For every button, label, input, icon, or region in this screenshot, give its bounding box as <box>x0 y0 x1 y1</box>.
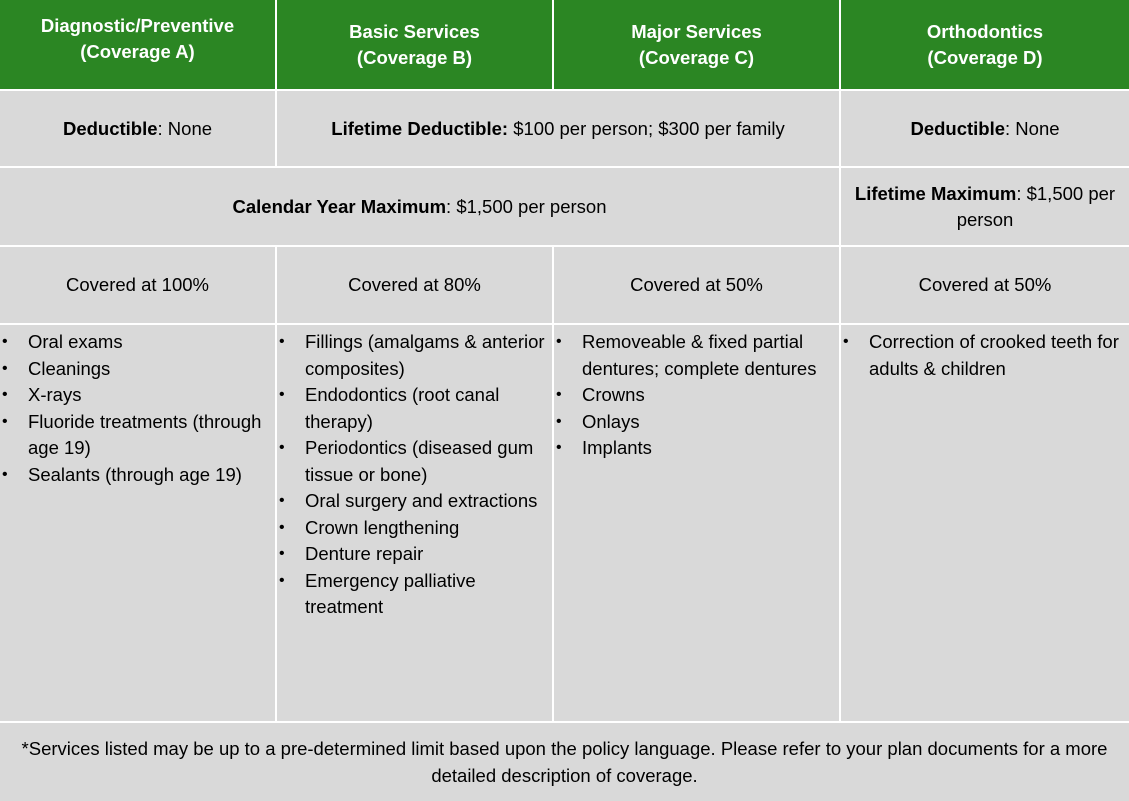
coverage-text: Covered at 100% <box>66 274 209 295</box>
list-item: • Fillings (amalgams & anterior composites) <box>277 329 552 382</box>
coverage-percent-d <box>841 247 1129 325</box>
header-coverage-c <box>554 0 841 91</box>
services-list <box>554 329 839 462</box>
list-item: • Periodontics (diseased gum tissue or bone) <box>277 435 552 488</box>
deductible-value: : None <box>157 117 213 139</box>
header-coverage-b <box>277 0 554 91</box>
deductible-label: Deductible <box>910 117 1006 139</box>
services-list <box>841 329 1129 382</box>
deductible-label: Deductible <box>62 117 158 139</box>
services-a <box>0 325 277 723</box>
header-title: Orthodontics <box>926 20 1044 42</box>
lifetime-deductible-bc <box>277 91 841 168</box>
services-d <box>841 325 1129 723</box>
calendar-max-label: Calendar Year Maximum <box>232 195 447 217</box>
list-item: • Endodontics (root canal therapy) <box>277 382 552 435</box>
list-item: • Removeable & fixed partial dentures; complete dentures <box>554 329 839 382</box>
deductible-a <box>0 91 277 168</box>
header-title: Diagnostic/Preventive <box>40 14 235 36</box>
header-subtitle: (Coverage A) <box>80 40 195 62</box>
list-item: • Fluoride treatments (through age 19) <box>0 409 275 462</box>
header-subtitle: (Coverage C) <box>638 46 755 68</box>
list-item: • Oral exams <box>0 329 275 356</box>
list-item: • Onlays <box>554 409 839 436</box>
calendar-max-value: : $1,500 per person <box>446 195 607 217</box>
header-subtitle: (Coverage D) <box>927 46 1043 68</box>
list-item: • Crown lengthening <box>277 515 552 542</box>
list-item: • Cleanings <box>0 356 275 383</box>
deductible-d <box>841 91 1129 168</box>
list-item: • Crowns <box>554 382 839 409</box>
coverage-text: Covered at 50% <box>630 274 763 295</box>
list-item: • X-rays <box>0 382 275 409</box>
list-item: • Oral surgery and extractions <box>277 488 552 515</box>
services-b <box>277 325 554 723</box>
header-coverage-d <box>841 0 1129 91</box>
coverage-percent-a <box>0 247 277 325</box>
lifetime-max-label: Lifetime Maximum <box>854 182 1017 204</box>
list-item: • Implants <box>554 435 839 462</box>
services-list <box>0 329 275 488</box>
deductible-value: : None <box>1005 117 1060 139</box>
list-item: • Emergency palliative treatment <box>277 568 552 621</box>
coverage-text: Covered at 80% <box>348 274 481 295</box>
header-title: Basic Services <box>349 20 480 42</box>
lifetime-deductible-value: $100 per person; $300 per family <box>508 117 785 139</box>
lifetime-maximum <box>841 168 1129 247</box>
footnote <box>0 723 1129 801</box>
coverage-percent-c <box>554 247 841 325</box>
lifetime-max-value: : $1,500 per person <box>956 182 1116 230</box>
list-item: • Sealants (through age 19) <box>0 462 275 489</box>
header-subtitle: (Coverage B) <box>356 46 473 68</box>
lifetime-deductible-label: Lifetime Deductible: <box>331 117 509 139</box>
list-item: • Correction of crooked teeth for adults & children <box>841 329 1129 382</box>
list-item: • Denture repair <box>277 541 552 568</box>
coverage-percent-b <box>277 247 554 325</box>
header-title: Major Services <box>631 20 762 42</box>
services-list <box>277 329 552 621</box>
services-c <box>554 325 841 723</box>
footnote-text: *Services listed may be up to a pre-determined limit based upon the policy language. Please refer to your plan documents for a more detailed description of coverage. <box>21 738 1108 786</box>
header-coverage-a <box>0 0 277 91</box>
calendar-year-maximum <box>0 168 841 247</box>
coverage-text: Covered at 50% <box>918 274 1052 295</box>
